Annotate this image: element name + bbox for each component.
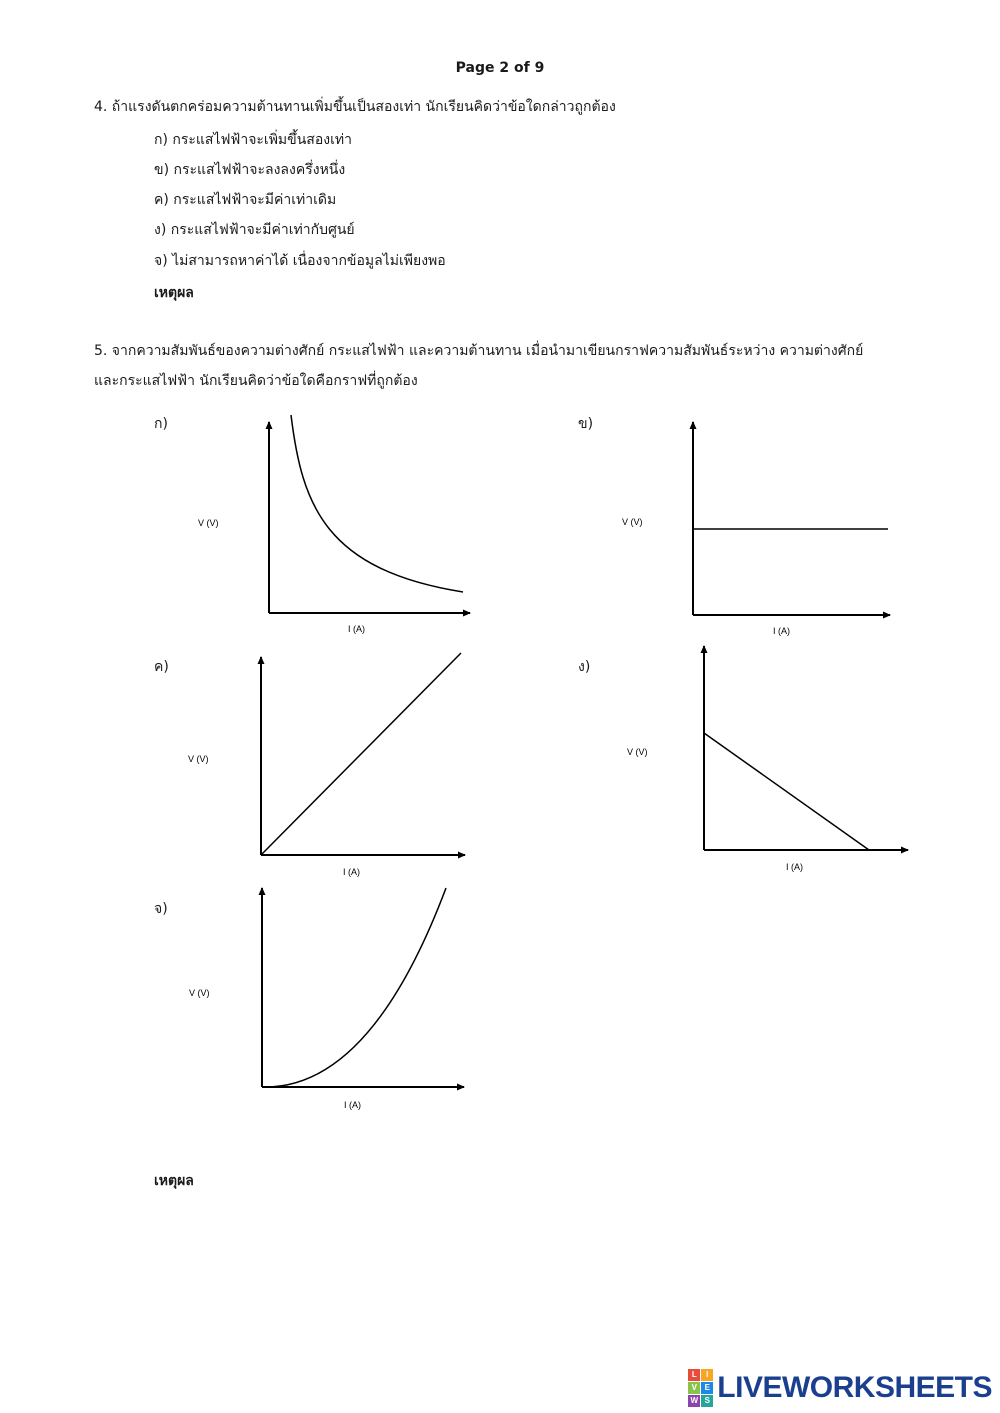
graph-c bbox=[180, 645, 480, 885]
graph-d-label[interactable]: ง) bbox=[578, 659, 591, 675]
q4-reason-label: เหตุผล bbox=[154, 285, 194, 301]
graph-c-xlabel: I (A) bbox=[343, 867, 360, 877]
logo-grid-icon bbox=[688, 1369, 713, 1407]
graph-e bbox=[180, 880, 480, 1120]
graph-c-ylabel: V (V) bbox=[188, 754, 209, 764]
graph-a bbox=[180, 410, 480, 640]
graph-a-curve bbox=[291, 415, 463, 592]
question-5-line-2: และกระแสไฟฟ้า นักเรียนคิดว่าข้อใดคือกราฟที่ถูกต้อง bbox=[94, 373, 418, 389]
graph-e-ylabel: V (V) bbox=[189, 988, 210, 998]
graph-d-line bbox=[704, 733, 869, 850]
graph-b-xlabel: I (A) bbox=[773, 626, 790, 636]
q4-option-b[interactable]: ข) กระแสไฟฟ้าจะลงลงครึ่งหนึ่ง bbox=[154, 162, 346, 178]
logo-tile: W bbox=[688, 1395, 700, 1407]
logo-tile: I bbox=[701, 1369, 713, 1381]
graph-e-label[interactable]: จ) bbox=[154, 901, 168, 917]
graph-a-xlabel: I (A) bbox=[348, 624, 365, 634]
graph-a-ylabel: V (V) bbox=[198, 518, 219, 528]
graph-d-xlabel: I (A) bbox=[786, 862, 803, 872]
graph-b-ylabel: V (V) bbox=[622, 517, 643, 527]
brand-name: LIVEWORKSHEETS bbox=[717, 1371, 992, 1404]
logo-tile: S bbox=[701, 1395, 713, 1407]
logo-tile: L bbox=[688, 1369, 700, 1381]
question-5-line-1: 5. จากความสัมพันธ์ของความต่างศักย์ กระแสไฟฟ้า และความต้านทาน เมื่อนำมาเขียนกราฟความสัมพันธ์ระหว่าง ความต่างศักย์ bbox=[94, 343, 864, 359]
logo-tile: E bbox=[701, 1382, 713, 1394]
page-number: Page 2 of 9 bbox=[455, 60, 545, 76]
q5-reason-label: เหตุผล bbox=[154, 1173, 194, 1189]
graph-e-xlabel: I (A) bbox=[344, 1100, 361, 1110]
graph-b bbox=[605, 410, 905, 640]
graph-d bbox=[605, 640, 915, 880]
q4-option-e[interactable]: จ) ไม่สามารถหาค่าได้ เนื่องจากข้อมูลไม่เพียงพอ bbox=[154, 253, 446, 269]
q4-option-c[interactable]: ค) กระแสไฟฟ้าจะมีค่าเท่าเดิม bbox=[154, 192, 337, 208]
logo-tile: V bbox=[688, 1382, 700, 1394]
graph-b-label[interactable]: ข) bbox=[578, 416, 594, 432]
q4-option-a[interactable]: ก) กระแสไฟฟ้าจะเพิ่มขึ้นสองเท่า bbox=[154, 132, 352, 148]
q4-option-d[interactable]: ง) กระแสไฟฟ้าจะมีค่าเท่ากับศูนย์ bbox=[154, 222, 355, 238]
graph-a-label[interactable]: ก) bbox=[154, 416, 168, 432]
graph-c-label[interactable]: ค) bbox=[154, 659, 169, 675]
graph-d-ylabel: V (V) bbox=[627, 747, 648, 757]
question-4-text: 4. ถ้าแรงดันตกคร่อมความต้านทานเพิ่มขึ้นเป็นสองเท่า นักเรียนคิดว่าข้อใดกล่าวถูกต้อง bbox=[94, 99, 616, 115]
liveworksheets-logo[interactable] bbox=[688, 1369, 992, 1407]
graph-e-curve bbox=[262, 888, 446, 1087]
graph-c-line bbox=[261, 653, 461, 855]
